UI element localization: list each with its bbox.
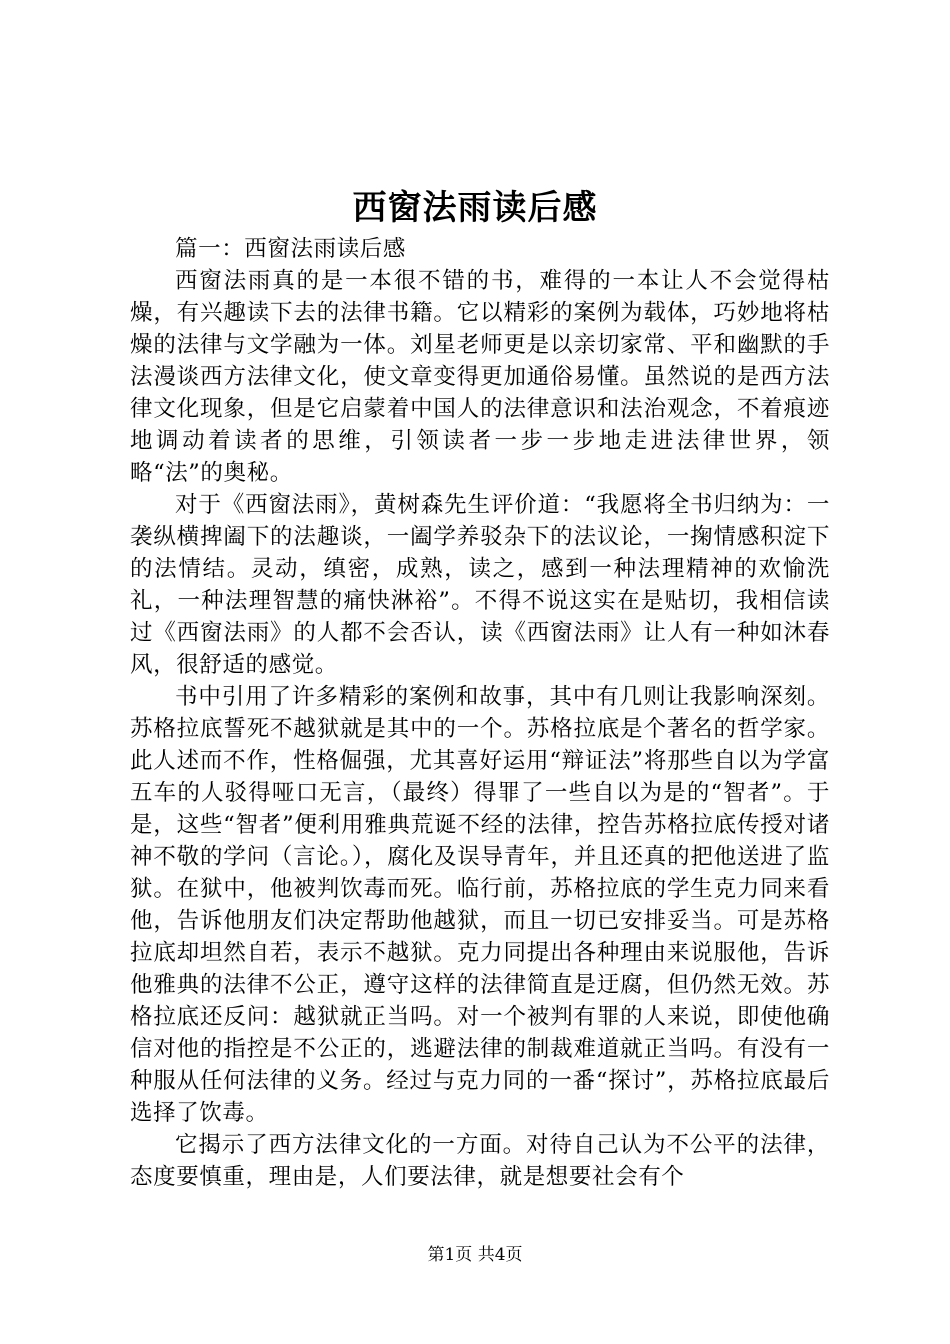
section-heading: 篇一：西窗法雨读后感	[175, 236, 407, 262]
document-body	[130, 233, 830, 1193]
page-footer: 第1页 共4页	[427, 1245, 523, 1265]
body-paragraph: 书中引用了许多精彩的案例和故事，其中有几则让我影响深刻。苏格拉底誓死不越狱就是其中的一个。苏格拉底是个著名的哲学家。此人述而不作，性格倔强，尤其喜好运用“辩证法”将那些自以为学富五车的人驳得哑口无言，（最终）得罪了一些自以为是的“智者”。于是，这些“智者”便利用雅典荒诞不经的法律，控告苏格拉底传授对诸神不敬的学问（言论。），腐化及误导青年，并且还真的把他送进了监狱。在狱中，他被判饮毒而死。临行前，苏格拉底的学生克力同来看他，告诉他朋友们决定帮助他越狱，而且一切已安排妥当。可是苏格拉底却坦然自若，表示不越狱。克力同提出各种理由来说服他，告诉他雅典的法律不公正，遵守这样的法律简直是迂腐，但仍然无效。苏格拉底还反问：越狱就正当吗。对一个被判有罪的人来说，即使他确信对他的指控是不公正的，逃避法律的制裁难道就正当吗。有没有一种服从任何法律的义务。经过与克力同的一番“探讨”，苏格拉底最后选择了饮毒。	[130, 684, 830, 1126]
body-paragraph: 它揭示了西方法律文化的一方面。对待自己认为不公平的法律，态度要慎重，理由是，人们要法律，就是想要社会有个	[130, 1132, 830, 1190]
document-title: 西窗法雨读后感	[352, 188, 598, 228]
body-paragraph: 对于《西窗法雨》，黄树森先生评价道：“我愿将全书归纳为：一袭纵横捭阖下的法趣谈，一阖学养驳杂下的法议论，一掬情感积淀下的法情结。灵动，缜密，成熟，读之，感到一种法理精神的欢愉洗礼，一种法理智慧的痛快淋裕”。不得不说这实在是贴切，我相信读过《西窗法雨》的人都不会否认，读《西窗法雨》让人有一种如沐春风，很舒适的感觉。	[130, 492, 830, 678]
body-paragraph: 西窗法雨真的是一本很不错的书，难得的一本让人不会觉得枯燥，有兴趣读下去的法律书籍。它以精彩的案例为载体，巧妙地将枯燥的法律与文学融为一体。刘星老师更是以亲切家常、平和幽默的手法漫谈西方法律文化，使文章变得更加通俗易懂。虽然说的是西方法律文化现象，但是它启蒙着中国人的法律意识和法治观念，不着痕迹地调动着读者的思维，引领读者一步一步地走进法律世界，领略“法”的奥秘。	[130, 268, 830, 486]
